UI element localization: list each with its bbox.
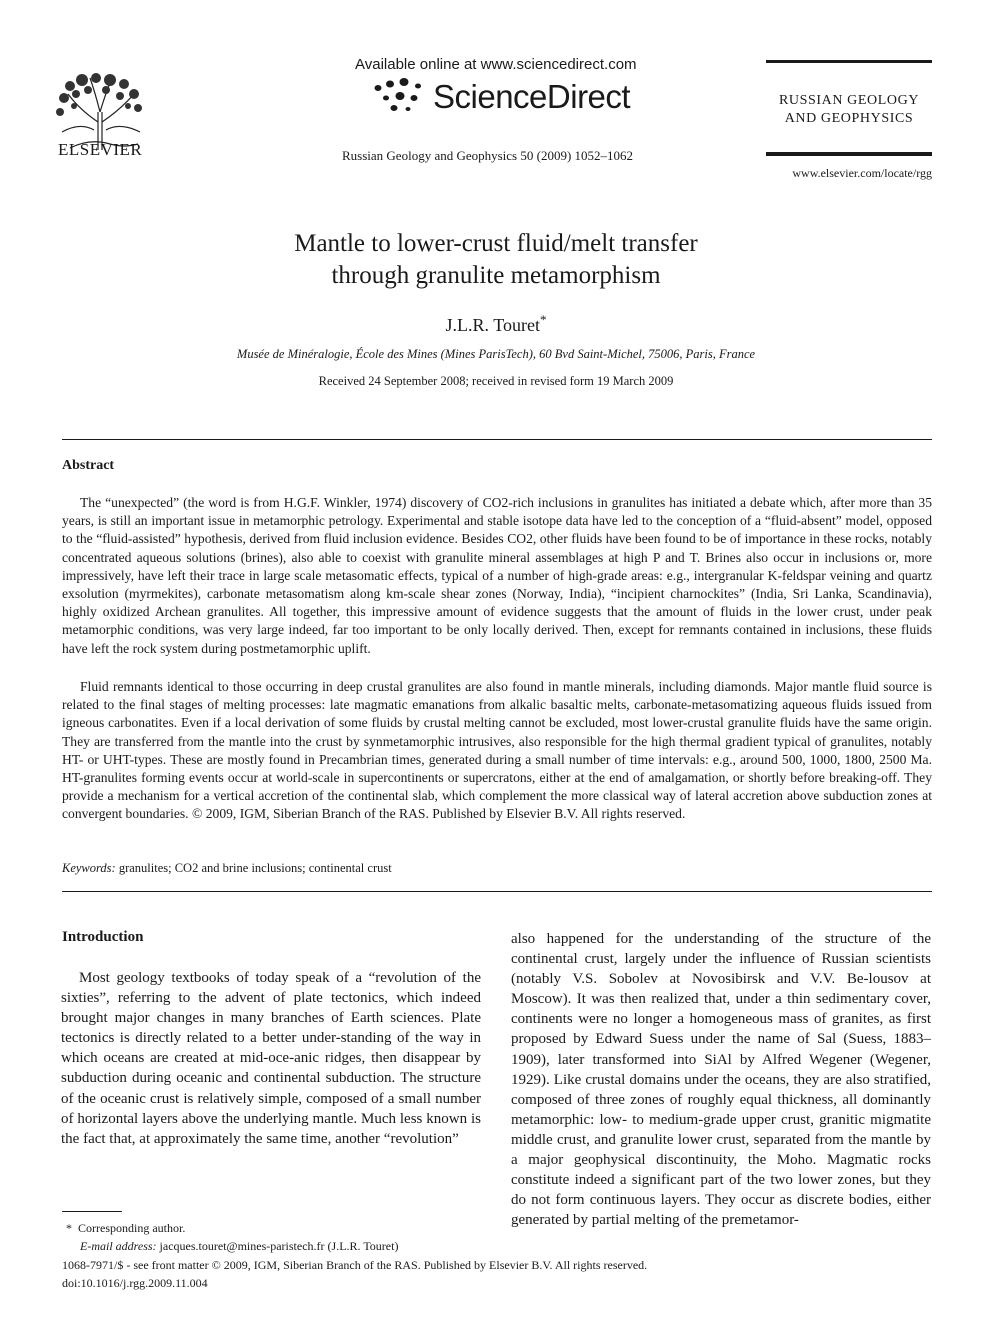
abstract-bottom-rule [62,891,932,892]
author-line [96,312,896,336]
abstract-top-rule [62,439,932,440]
sciencedirect-dots-icon [372,76,432,116]
available-online-text: Available online at www.sciencedirect.com [355,56,637,73]
article-title-line-1: Mantle to lower-crust fluid/melt transfer [294,230,698,257]
corresponding-author-mark[interactable]: * [539,312,547,327]
abstract-paragraph-2 [62,678,932,824]
sciencedirect-brand: ScienceDirect [433,78,631,115]
journal-title-bottom-rule [766,152,932,156]
abstract-paragraph-2-text: Fluid remnants identical to those occurring in deep crustal granulites are also found in mantle minerals, including diamonds. Major mantle fluid source is related to the final stages of melting processes: late magmatic emanations from alkalic basaltic melts, carbonate-metasomatizing aqueous fluids issued from igneous carbonatites. Even if a local derivation of some fluids by crustal melting cannot be excluded, most lower-crustal granulite fluids have the same origin. They are transferred from the mantle into the crust by synmetamorphic intrusives, also responsible for the high thermal gradient typical of granulites, notably HT- or UHT-types. These are mostly found in Precambrian times, generated during a small number of time intervals: e.g., around 500, 1000, 1800, 2500 Ma. HT-granulites forming events occur at world-scale in supercontinents or supercratons, either at the end of amalgamation, or shortly before breaking-off. They provide a mechanism for a vertical accretion of the continental slab, which complement the more classical way of lateral accretion above subduction zones at convergent boundaries. [62,679,932,822]
abstract-heading: Abstract [62,458,115,473]
keywords-line [62,861,392,876]
footnote-rule [62,1211,122,1212]
doi-link[interactable]: doi:10.1016/j.rgg.2009.11.004 [62,1276,208,1290]
email-address-link[interactable]: jacques.touret@mines-paristech.fr (J.L.R. Touret) [159,1239,399,1253]
introduction-heading: Introduction [62,929,144,945]
author-name[interactable]: J.L.R. Touret [445,315,540,335]
corresponding-author-note [66,1221,185,1236]
article-title [96,228,896,292]
keywords-list: granulites; CO2 and brine inclusions; continental crust [118,861,392,875]
received-dates: Received 24 September 2008; received in revised form 19 March 2009 [318,374,674,388]
email-label: E-mail address: [80,1239,157,1253]
publisher-name: ELSEVIER [58,140,143,159]
journal-url-link[interactable]: www.elsevier.com/locate/rgg [792,166,932,180]
article-title-line-2: through granulite metamorphism [331,262,661,289]
copyright-notice: © 2009, IGM, Siberian Branch of the RAS. Published by Elsevier B.V. All rights reserved. [192,806,686,822]
email-note [80,1239,398,1254]
issn-line: 1068-7971/$ - see front matter © 2009, IGM, Siberian Branch of the RAS. Published by Elsevier B.V. All rights reserved. [62,1258,648,1272]
introduction-right-column: also happened for the understanding of the structure of the continental crust, largely under the influence of Russian scientists (notably V.S. Sobolev at Novosibirsk and V.V. Be-lousov at Moscow). It was then realized that, under a thin sedimentary cover, continents were no longer a homogeneous mass of granites, as first proposed by Edward Suess under the name of Sal (Suess, 1883–1909), later transformed into SiAl by Alfred Wegener (Wegener, 1929). Like crustal domains under the oceans, they are also stratified, composed of three zones of roughly equal thickness, all dominantly metamorphic: low- to medium-grade upper crust, granitic migmatite middle crust, and granulite lower crust, separated from the mantle by a major geophysical discontinuity, the Moho. Magmatic rocks constitute indeed a significant part of the two lower zones, but they do not form continuous layers. They occur as discrete bodies, either generated by partial melting of the premetamor- [511,931,931,1229]
introduction-left-column: Most geology textbooks of today speak of a “revolution of the sixties”, referring to the advent of plate tectonics, which indeed brought major changes in many branches of Earth sciences. Plate tectonics is directly related to a better under-standing of the way in which oceans are created at mid-oce-anic ridges, then disappear by subduction during oceanic and continental subduction. The structure of the oceanic crust is relatively simple, composed of a small number of horizontal layers above the underlying mantle. Much less known is the fact that, at approximately the same time, another “revolution” [61,970,481,1147]
abstract-paragraph-1: The “unexpected” (the word is from H.G.F. Winkler, 1974) discovery of CO2-rich inclusions in granulites has initiated a debate which, after more than 35 years, is still an important issue in metamorphic petrology. Experimental and stable isotope data have led to the conception of a “fluid-absent” model, opposed to the “fluid-assisted” hypothesis, derived from fluid inclusion evidence. Besides CO2, other fluids have been found to be of importance in these rocks, notably concentrated aqueous solutions (brines), also able to coexist with granulite mineral assemblages at high P and T. Brines also occur in inclusions or, more impressively, have left their trace in large scale metasomatic effects, typical of a number of high-grade areas: e.g., intergranular K-feldspar veining and quartz exsolution (myrmekites), carbonate metasomatism along km-scale shear zones (Norway, India), “incipient charnockites” (India, Sri Lanka, Scandinavia), highly oxidized Archean granulites. All together, this impressive amount of evidence suggests that the amount of fluids in the lower crust, under peak metamorphic conditions, was very large indeed, far too important to be only locally derived. Then, except for remnants contained in inclusions, these fluids have left the rock system during postmetamorphic uplift. [62,495,932,656]
journal-title-top-rule [766,60,932,63]
footnote-mark: * [66,1221,72,1235]
journal-title [766,92,932,128]
corresponding-author-text: Corresponding author. [78,1221,186,1235]
author-affiliation: Musée de Minéralogie, École des Mines (Mines ParisTech), 60 Bvd Saint-Michel, 75006, Paris, France [236,347,756,361]
keywords-label: Keywords: [62,861,116,875]
journal-title-line-2: AND GEOPHYSICS [784,111,914,126]
journal-title-line-1: RUSSIAN GEOLOGY [778,93,920,108]
journal-citation: Russian Geology and Geophysics 50 (2009) 1052–1062 [342,148,634,163]
